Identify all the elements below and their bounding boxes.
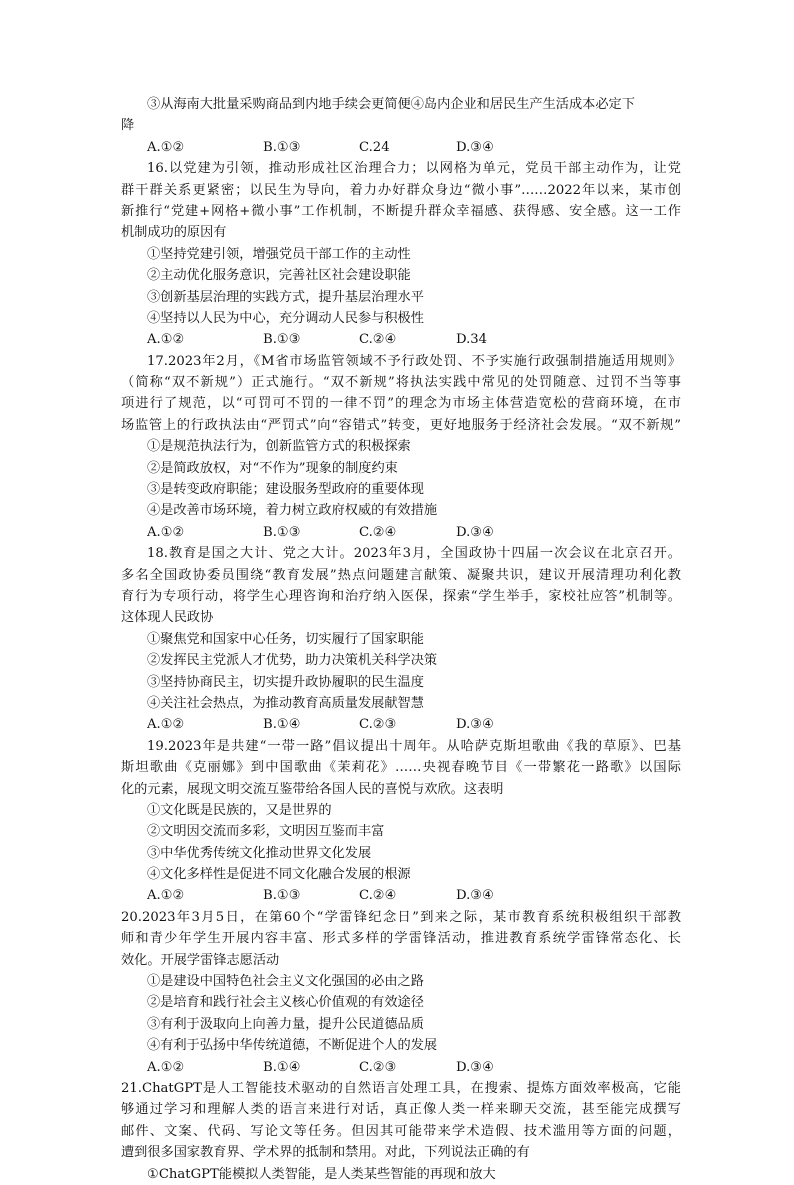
q19-stem-line: 斯坦歌曲《克丽娜》到中国歌曲《茉莉花》……央视春晚节目《一带繁花一路歌》以国际 [121,760,681,776]
q17-choice: ①是规范执法行为，创新监管方式的积极探索 [147,439,411,455]
q16-stem-line: 群干群关系更紧密；以民生为导向，着力办好群众身边“微小事”……2022年以来，某市创 [121,182,681,198]
option-b: B.①④ [263,1059,301,1075]
q20-stem-line: 20.2023年3月5日，在第60个“学雷锋纪念日”到来之际，某市教育系统积极组织干部教 [121,909,681,925]
q16-choice: ④坚持以人民为中心，充分调动人民参与积极性 [147,310,424,326]
q17-options [121,522,681,543]
q15-choices-tail-cont: 降 [121,118,135,134]
q16-choice: ②主动优化服务意识，完善社区社会建设职能 [147,268,411,284]
option-a: A.①② [147,888,185,904]
q18-choice: ③坚持协商民主，切实提升政协履职的民生温度 [147,674,424,690]
q21-choice: ①ChatGPT能模拟人类智能，是人类某些智能的再现和放大 [147,1166,496,1182]
q17-stem-line: 项进行了规范，以“可罚可不罚的一律不罚”的理念为市场主体营造宽松的营商环境，在市 [121,396,681,412]
option-c: C.②③ [359,717,397,733]
q19-choice: ①文化既是民族的，又是世界的 [147,802,332,818]
q19-options [121,885,681,906]
q16-options [121,329,681,350]
option-d: D.③④ [456,888,494,904]
q20-choice: ①是建设中国特色社会主义文化强国的必由之路 [147,974,424,990]
q16-choice: ①坚持党建引领，增强党员干部工作的主动性 [147,246,411,262]
option-b: B.①③ [263,524,301,540]
q19-stem-line: 19.2023年是共建“一带一路”倡议提出十周年。从哈萨克斯坦歌曲《我的草原》、巴基 [147,738,681,754]
q17-stem-line: 17.2023年2月，《M省市场监管领域不予行政处罚、不予实施行政强制措施适用规则》 [147,353,681,369]
q18-stem-line: 育行为专项行动，将学生心理咨询和治疗纳入医保，探索“学生举手，家校社应答”机制等。 [121,588,681,604]
option-d: D.③④ [456,524,494,540]
option-a: A.①② [147,1059,185,1075]
q20-choice: ③有利于汲取向上向善力量，提升公民道德品质 [147,1016,424,1032]
q16-stem-line: 新推行“党建+网格+微小事”工作机制，不断提升群众幸福感、获得感、安全感。这一工作 [121,203,681,219]
q17-choice: ④是改善市场环境，着力树立政府权威的有效措施 [147,503,438,519]
option-c: C.②④ [359,888,397,904]
option-b: B.①③ [263,332,301,348]
q17-choice: ②是简政放权，对“不作为”现象的制度约束 [147,460,398,476]
q21-stem-line: 邮件、文案、代码、写论文等任务。但因其可能带来学术造假、技术滥用等方面的问题， [121,1123,681,1139]
q19-stem-line: 化的元素，展现文明交流互鉴带给各国人民的喜悦与欢欣。这表明 [121,781,504,797]
q16-choice: ③创新基层治理的实践方式，提升基层治理水平 [147,289,424,305]
option-c: C.②④ [359,524,397,540]
q17-choice: ③是转变政府职能；建设服务型政府的重要体现 [147,482,424,498]
option-c: C.②④ [359,332,397,348]
option-c: C.②③ [359,1059,397,1075]
q20-stem-line: 效化。开展学雷锋志愿活动 [121,952,280,968]
q18-choice: ②发挥民主党派人才优势，助力决策机关科学决策 [147,653,438,669]
option-d: D.③④ [456,1059,494,1075]
q15-options [121,137,681,158]
q18-stem-line: 多名全国政协委员围绕“教育发展”热点问题建言献策、凝聚共识，建议开展清理功利化教 [121,567,681,583]
q18-choice: ④关注社会热点，为推动教育高质量发展献智慧 [147,695,424,711]
q20-choice: ②是培育和践行社会主义核心价值观的有效途径 [147,995,424,1011]
page-content [121,94,681,1185]
option-b: B.①③ [263,139,301,155]
option-d: D.34 [456,332,488,348]
option-d: D.③④ [456,139,494,155]
option-a: A.①② [147,717,185,733]
q19-choice: ③中华优秀传统文化推动世界文化发展 [147,845,372,861]
q20-choice: ④有利于弘扬中华传统道德，不断促进个人的发展 [147,1038,438,1054]
q20-stem-line: 师和青少年学生开展内容丰富、形式多样的学雷锋活动，推进教育系统学雷锋常态化、长 [121,931,681,947]
option-c: C.24 [359,139,390,155]
option-d: D.③④ [456,717,494,733]
option-a: A.①② [147,139,185,155]
q18-stem-line: 18.教育是国之大计、党之大计。2023年3月，全国政协十四届一次会议在北京召开。 [147,546,681,562]
q21-stem-line: 够通过学习和理解人类的语言来进行对话，真正像人类一样来聊天交流，甚至能完成撰写 [121,1102,681,1118]
q20-options [121,1057,681,1078]
q18-options [121,714,681,735]
q19-choice: ④文化多样性是促进不同文化融合发展的根源 [147,867,411,883]
q18-choice: ①聚焦党和国家中心任务，切实履行了国家职能 [147,631,424,647]
q15-choices-tail: ③从海南大批量采购商品到内地手续会更简便④岛内企业和居民生产生活成本必定下 [147,97,635,112]
q17-stem-line: （简称“双不新规”）正式施行。“双不新规”将执法实践中常见的处罚随意、过罚不当等事 [121,375,681,391]
q21-stem-line: 遭到很多国家教育界、学术界的抵制和禁用。对此，下列说法正确的有 [121,1145,530,1161]
q16-stem-line: 16.以党建为引领，推动形成社区治理合力；以网格为单元，党员干部主动作为，让党 [147,161,681,177]
option-a: A.①② [147,332,185,348]
q21-stem-line: 21.ChatGPT是人工智能技术驱动的自然语言处理工具，在搜索、提炼方面效率极高，它能 [121,1080,681,1096]
q19-choice: ②文明因交流而多彩，文明因互鉴而丰富 [147,824,385,840]
option-a: A.①② [147,524,185,540]
q17-stem-line: 场监管上的行政执法由“严罚式”向“容错式”转变，更好地服务于经济社会发展。“双不新规” [121,417,681,433]
q18-stem-line: 这体现人民政协 [121,610,214,626]
option-b: B.①③ [263,888,301,904]
option-b: B.①④ [263,717,301,733]
q16-stem-line: 机制成功的原因有 [121,225,227,241]
